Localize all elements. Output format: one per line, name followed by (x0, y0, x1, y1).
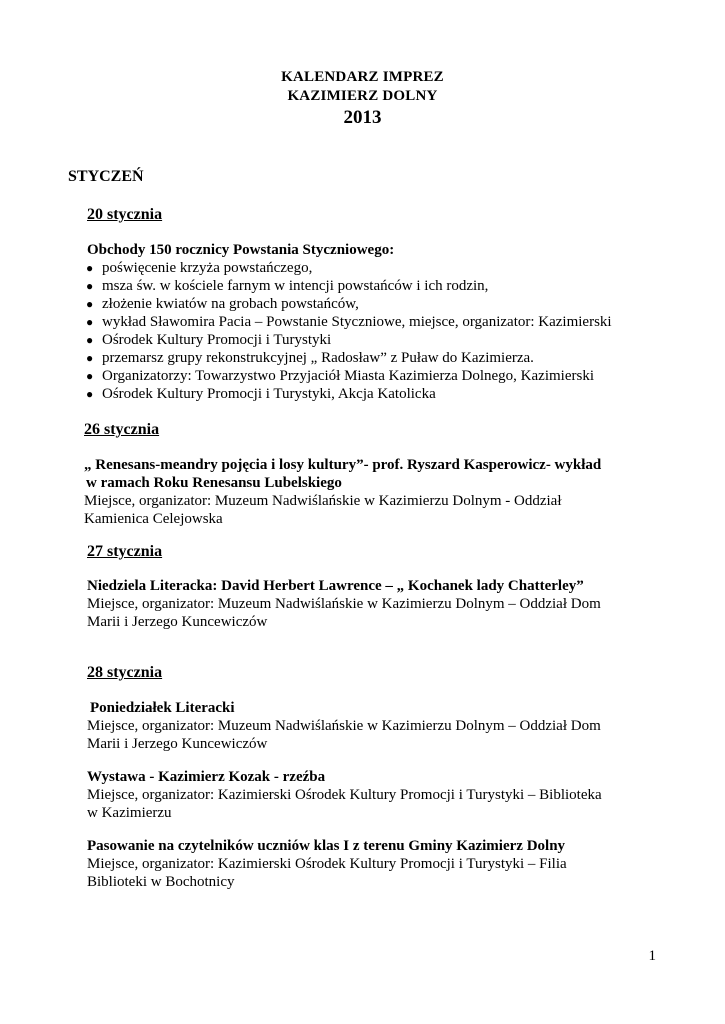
list-item-text: poświęcenie krzyża powstańczego, (102, 260, 313, 276)
month-heading: STYCZEŃ (68, 168, 144, 185)
list-item (82, 349, 647, 367)
event-title-line: „ Renesans-meandry pojęcia i losy kultury”- prof. Ryszard Kasperowicz- wykład (84, 457, 602, 473)
bullet-icon: ● (86, 315, 94, 329)
event-date-26: 26 stycznia (84, 421, 160, 438)
bullet-icon: ● (86, 333, 94, 347)
event-info-line: Marii i Jerzego Kuncewiczów (87, 614, 268, 630)
list-item-text: złożenie kwiatów na grobach powstańców, (102, 296, 359, 312)
header-title-line-1: KALENDARZ IMPREZ (281, 69, 444, 85)
event-info-line: w Kazimierzu (87, 805, 172, 821)
event-info-line: Miejsce, organizator: Kazimierski Ośrodek Kultury Promocji i Turystyki – Filia (87, 856, 567, 872)
event-title: Obchody 150 rocznicy Powstania Styczniowego: (87, 242, 395, 258)
header-year: 2013 (343, 107, 382, 128)
event-info-line: Biblioteki w Bochotnicy (87, 874, 235, 890)
list-item-text: Ośrodek Kultury Promocji i Turystyki (102, 332, 332, 348)
list-item-text: wykład Sławomira Pacia – Powstanie Styczniowe, miejsce, organizator: Kazimierski (102, 314, 612, 330)
event-block-28 (87, 699, 687, 891)
event-info-line: Marii i Jerzego Kuncewiczów (87, 736, 268, 752)
event-title: Niedziela Literacka: David Herbert Lawrence – „ Kochanek lady Chatterley” (87, 578, 584, 594)
list-item-text: Organizatorzy: Towarzystwo Przyjaciół Miasta Kazimierza Dolnego, Kazimierski (102, 368, 594, 384)
header-title-line-2: KAZIMIERZ DOLNY (287, 88, 438, 104)
event-info-line: Miejsce, organizator: Muzeum Nadwiślańskie w Kazimierzu Dolnym – Oddział Dom (87, 596, 601, 612)
bullet-icon: ● (86, 261, 94, 275)
list-item-text: msza św. w kościele farnym w intencji powstańców i ich rodzin, (102, 278, 489, 294)
list-item (82, 367, 647, 385)
event-date-28: 28 stycznia (87, 664, 163, 681)
bullet-icon: ● (86, 297, 94, 311)
event-info-line: Miejsce, organizator: Muzeum Nadwiślańskie w Kazimierzu Dolnym – Oddział Dom (87, 718, 601, 734)
bullet-icon: ● (86, 279, 94, 293)
bullet-icon: ● (86, 369, 94, 383)
event-info-line: Miejsce, organizator: Muzeum Nadwiślańskie w Kazimierzu Dolnym - Oddział (84, 493, 562, 509)
event-info-line: Miejsce, organizator: Kazimierski Ośrodek Kultury Promocji i Turystyki – Biblioteka (87, 787, 602, 803)
event-date-20: 20 stycznia (87, 206, 163, 223)
bullet-icon: ● (86, 387, 94, 401)
list-item (82, 313, 647, 331)
event-title-line: w ramach Roku Renesansu Lubelskiego (86, 475, 342, 491)
list-item-text: przemarsz grupy rekonstrukcyjnej „ Radosław” z Puław do Kazimierza. (102, 350, 534, 366)
event-block-20 (87, 241, 647, 403)
event-item-title: Poniedziałek Literacki (90, 700, 235, 716)
list-item (82, 295, 647, 313)
event-item-title: Wystawa - Kazimierz Kozak - rzeźba (87, 769, 326, 785)
page-number: 1 (648, 948, 656, 964)
list-item (82, 259, 647, 277)
event-date-27: 27 stycznia (87, 543, 163, 560)
event-info-line: Kamienica Celejowska (84, 511, 223, 527)
list-item (82, 277, 647, 295)
list-item (82, 385, 647, 403)
document-header (0, 68, 725, 130)
list-item-text: Ośrodek Kultury Promocji i Turystyki, Akcja Katolicka (102, 386, 436, 402)
bullet-icon: ● (86, 351, 94, 365)
event-block-27 (87, 577, 687, 631)
list-item (82, 331, 647, 349)
event-item-title: Pasowanie na czytelników uczniów klas I z terenu Gminy Kazimierz Dolny (87, 838, 566, 854)
event-block-26 (84, 456, 684, 528)
event-bullet-list (82, 259, 647, 403)
